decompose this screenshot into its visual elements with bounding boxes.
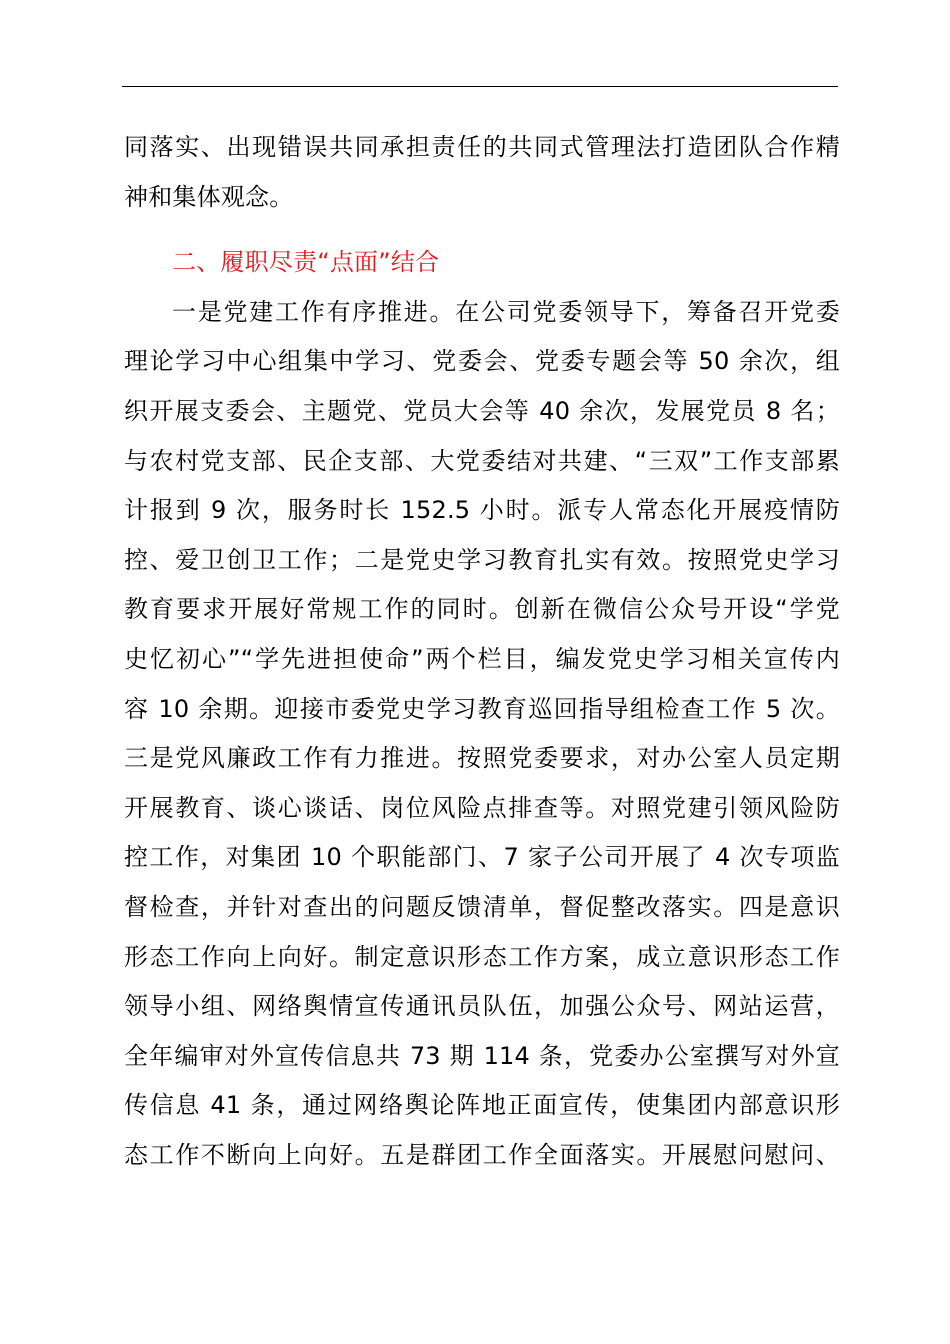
text-line: 全年编审对外宣传信息共 73 期 114 条，党委办公室撰写对外宣 — [124, 1041, 840, 1070]
text-line: 神和集体观念。 — [124, 182, 294, 211]
text-line: 计报到 9 次，服务时长 152.5 小时。派专人常态化开展疫情防 — [124, 496, 840, 525]
text-line: 领导小组、网络舆情宣传通讯员队伍，加强公众号、网站运营， — [124, 992, 840, 1021]
text-line: 与农村党支部、民企支部、大党委结对共建、“三双”工作支部累 — [124, 446, 840, 475]
text-line: 形态工作向上向好。制定意识形态工作方案，成立意识形态工作 — [124, 942, 840, 971]
header-rule — [122, 86, 838, 87]
text-line: 一是党建工作有序推进。在公司党委领导下，筹备召开党委 — [172, 297, 840, 326]
text-line: 织开展支委会、主题党、党员大会等 40 余次，发展党员 8 名； — [124, 396, 840, 425]
text-line: 教育要求开展好常规工作的同时。创新在微信公众号开设“学党 — [124, 595, 840, 624]
text-line: 同落实、出现错误共同承担责任的共同式管理法打造团队合作精 — [124, 133, 840, 161]
text-line: 态工作不断向上向好。五是群团工作全面落实。开展慰问慰问、 — [124, 1140, 840, 1169]
document-body — [124, 123, 840, 1180]
text-line: 史忆初心”“学先进担使命”两个栏目，编发党史学习相关宣传内 — [124, 644, 840, 673]
text-line: 开展教育、谈心谈话、岗位风险点排查等。对照党建引领风险防 — [124, 793, 840, 822]
text-line: 容 10 余期。迎接市委党史学习教育巡回指导组检查工作 5 次。 — [124, 694, 840, 723]
text-line: 三是党风廉政工作有力推进。按照党委要求，对办公室人员定期 — [124, 744, 840, 773]
text-line: 传信息 41 条，通过网络舆论阵地正面宣传，使集团内部意识形 — [124, 1091, 840, 1120]
text-line: 督检查，并针对查出的问题反馈清单，督促整改落实。四是意识 — [124, 892, 840, 921]
text-line: 控、爱卫创卫工作；二是党史学习教育扎实有效。按照党史学习 — [124, 545, 840, 574]
text-line: 理论学习中心组集中学习、党委会、党委专题会等 50 余次，组 — [124, 347, 840, 376]
section-heading: 二、履职尽责“点面”结合 — [172, 248, 440, 277]
text-line: 控工作，对集团 10 个职能部门、7 家子公司开展了 4 次专项监 — [124, 843, 840, 872]
